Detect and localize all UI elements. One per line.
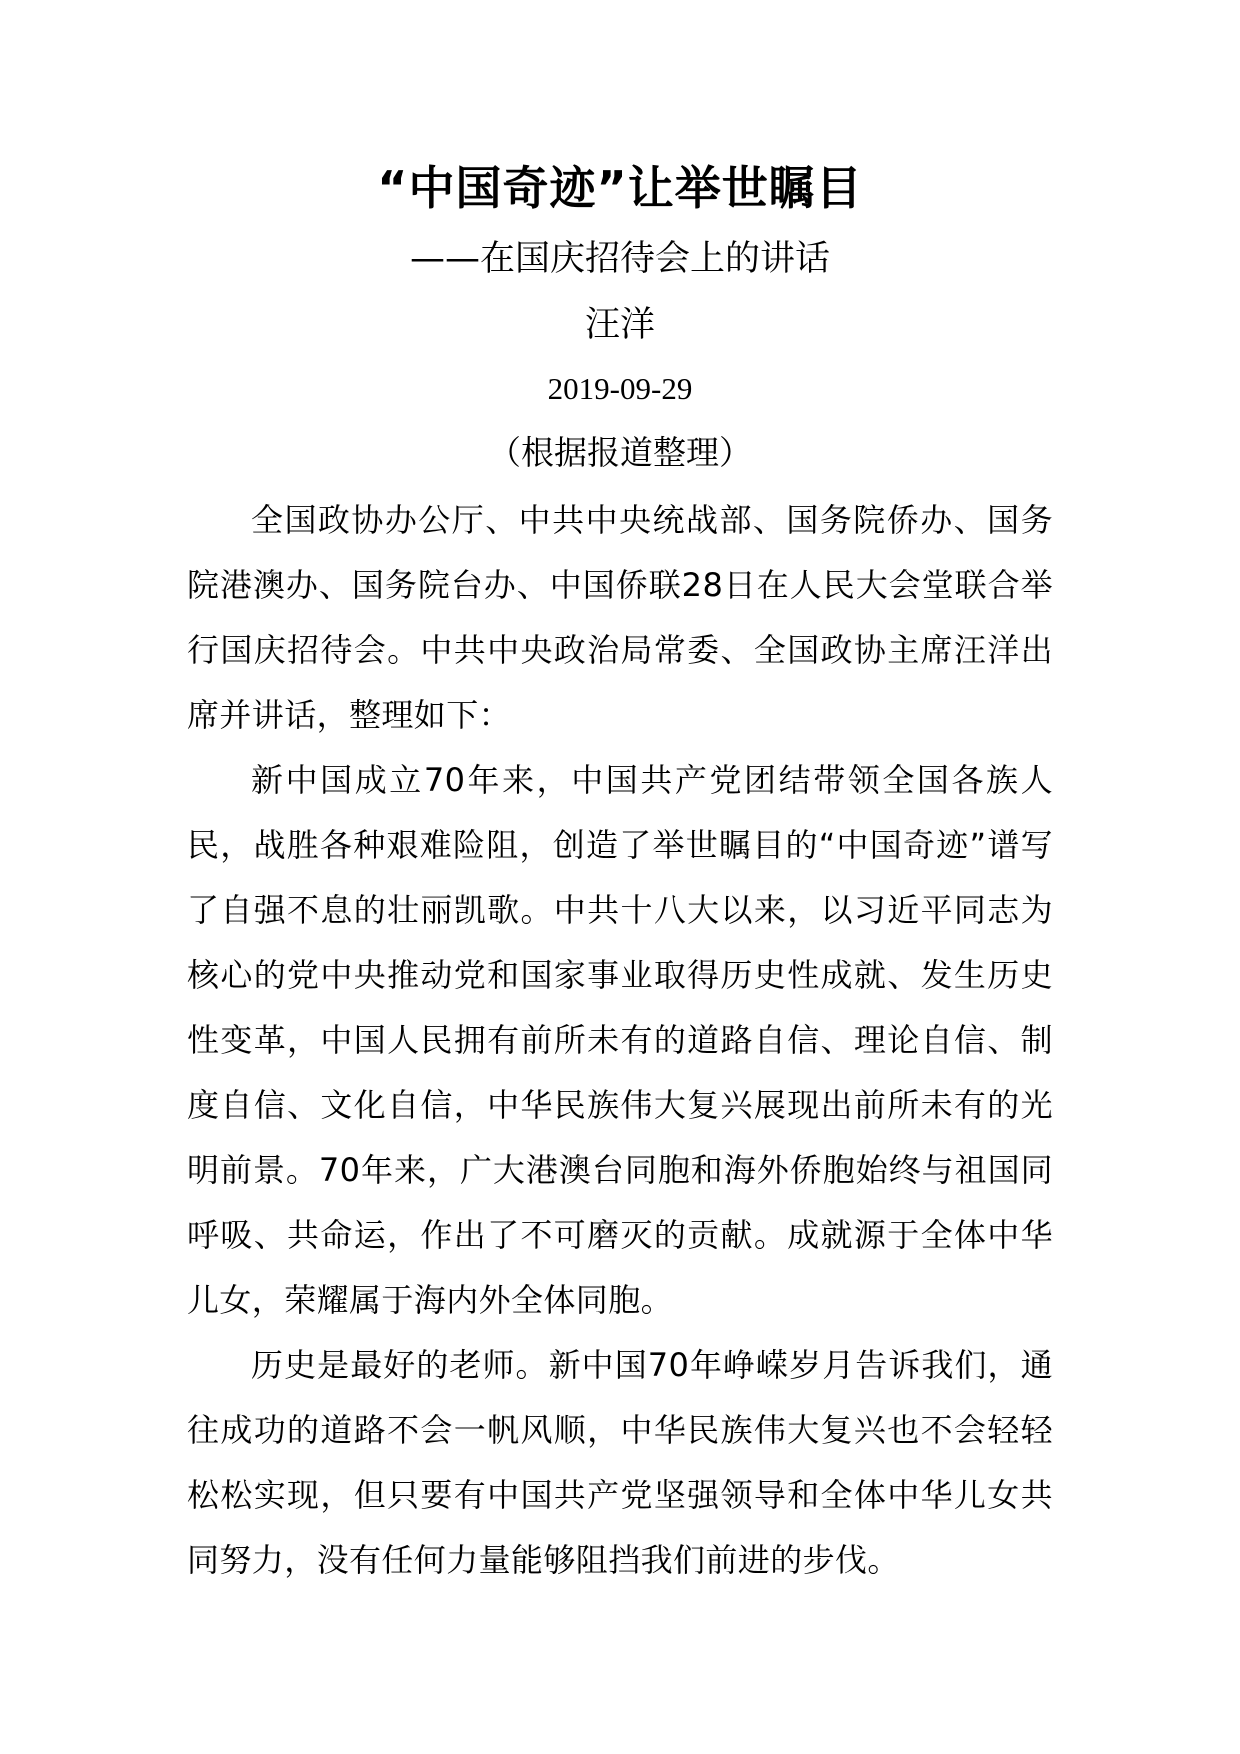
- document-body: [187, 488, 1053, 1593]
- document-header: [0, 150, 1240, 486]
- body-paragraph: 历史是最好的老师。新中国70年峥嵘岁月告诉我们，通往成功的道路不会一帆风顺，中华民族伟大复兴也不会轻轻松松实现，但只要有中国共产党坚强领导和全体中华儿女共同努力，没有任何力量能够阻挡我们前进的步伐。: [187, 1346, 1053, 1579]
- document-title: “中国奇迹”让举世瞩目: [377, 161, 863, 215]
- body-paragraph: 新中国成立70年来，中国共产党团结带领全国各族人民，战胜各种艰难险阻，创造了举世瞩目的“中国奇迹”谱写了自强不息的壮丽凯歌。中共十八大以来，以习近平同志为核心的党中央推动党和国家事业取得历史性成就、发生历史性变革，中国人民拥有前所未有的道路自信、理论自信、制度自信、文化自信，中华民族伟大复兴展现出前所未有的光明前景。70年来，广大港澳台同胞和海外侨胞始终与祖国同呼吸、共命运，作出了不可磨灭的贡献。成就源于全体中华儿女，荣耀属于海内外全体同胞。: [187, 761, 1053, 1319]
- document-subtitle: ——在国庆招待会上的讲话: [409, 239, 830, 279]
- document-note: （根据报道整理）: [488, 433, 752, 472]
- document-date: 2019-09-29: [547, 371, 693, 406]
- body-paragraph: 全国政协办公厅、中共中央统战部、国务院侨办、国务院港澳办、国务院台办、中国侨联28日在人民大会堂联合举行国庆招待会。中共中央政治局常委、全国政协主席汪洋出席并讲话，整理如下：: [187, 501, 1053, 734]
- document-author: 汪洋: [584, 305, 655, 345]
